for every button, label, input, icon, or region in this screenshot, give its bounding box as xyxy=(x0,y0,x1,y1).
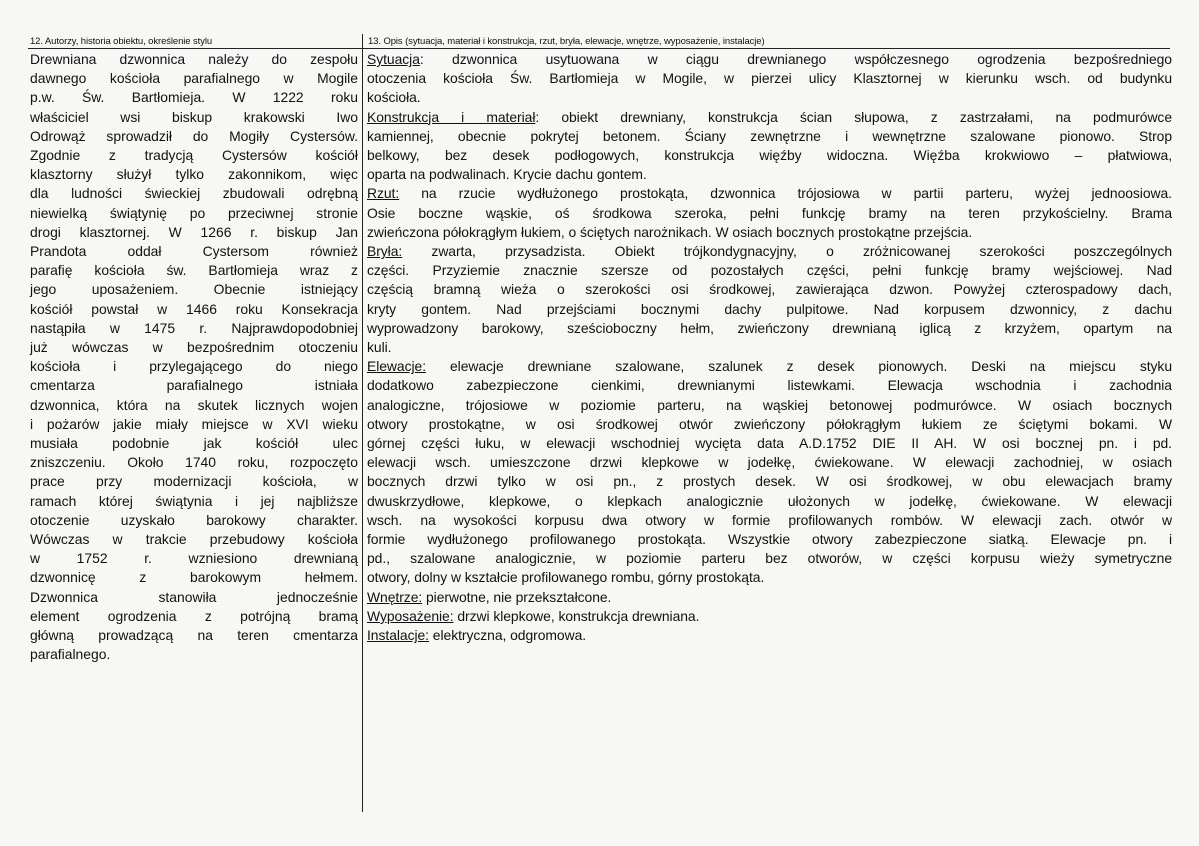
section-label: Elewacje: xyxy=(367,358,426,375)
history-line: dzwonnica, która na skutek licznych wojen xyxy=(30,396,358,413)
history-line: Zgodnie z tradycją Cystersów kościół xyxy=(30,147,358,164)
header-divider xyxy=(28,48,1170,49)
description-line xyxy=(367,165,1172,184)
description-line xyxy=(367,50,1172,69)
description-line xyxy=(367,453,1172,472)
section-label: Wyposażenie: xyxy=(367,607,454,624)
description-line xyxy=(367,223,1172,242)
description-line xyxy=(367,108,1172,127)
description-line-text: bocznych drzwi tylko w osi pn., z prostych desek. W osi środkowej, w obu elewacjach bramy xyxy=(367,473,1172,490)
history-line: kościoła i przylegającego do niego xyxy=(30,358,358,375)
description-line xyxy=(367,261,1172,280)
history-line: zniszczeniu. Około 1740 roku, rozpoczęto xyxy=(30,454,358,471)
history-line: niewielką świątynię po przeciwnej stronie xyxy=(30,204,358,221)
description-line-text: zwieńczona półokrągłym łukiem, o ściętych narożnikach. W osiach bocznych prostokątne przejścia. xyxy=(367,223,973,240)
section-label: Sytuacja xyxy=(367,51,420,67)
description-line-text: elektryczna, odgromowa. xyxy=(429,627,587,644)
description-line xyxy=(367,69,1172,88)
history-line: w 1752 r. wzniesiono drewnianą xyxy=(30,550,358,567)
description-line xyxy=(367,492,1172,511)
description-line-text: drzwi klepkowe, konstrukcja drewniana. xyxy=(453,607,700,624)
history-line: Drewniana dzwonnica należy do zespołu xyxy=(30,51,358,67)
description-line-text: kryty gontem. Nad przejściami bocznymi dachy pulpitowe. Nad korpusem dzwonnicy, z dachu xyxy=(367,300,1172,317)
history-line: dzwonnicę z barokowym hełmem. xyxy=(30,569,358,586)
description-line xyxy=(367,472,1172,491)
description-line-text: częścią bramną wieża o szerokości osi środkowej, zawierająca dzwon. Powyżej czterospadowy dach, xyxy=(367,281,1172,298)
description-line-text: kościoła. xyxy=(367,89,421,106)
description-line-text: otwory prostokątne, w osi środkowej otwór zwieńczony półokrągłym łukiem ze ściętymi bokami. W xyxy=(367,415,1172,432)
history-line: i pożarów jakie miały miejsce w XVI wieku xyxy=(30,415,358,432)
description-line-text: kamiennej, obecnie pokrytej betonem. Ściany zewnętrzne i wewnętrzne szalowane pionowo. Strop xyxy=(367,127,1172,144)
description-line-text: pierwotne, nie przekształcone. xyxy=(422,588,612,605)
history-line: już wówczas w bezpośrednim otoczeniu xyxy=(30,339,358,356)
description-line xyxy=(367,415,1172,434)
section-label: Konstrukcja i materiał xyxy=(367,108,536,125)
description-line-text: części. Przyziemie znacznie szersze od pozostałych części, pełni funkcję bramy wejściowej. Nad xyxy=(367,262,1172,279)
description-line xyxy=(367,607,1172,626)
description-line xyxy=(367,184,1172,203)
description-text xyxy=(367,50,1172,645)
description-line-text: Osie boczne wąskie, oś środkowa szeroka, pełni funkcję bramy na teren przykościelny. Brama xyxy=(367,204,1172,221)
history-line: Wówczas w trakcie przebudowy kościoła xyxy=(30,531,358,548)
history-line: parafię kościoła św. Bartłomieja wraz z xyxy=(30,262,358,279)
history-line: klasztorny służył tylko zakonnikom, więc xyxy=(30,166,358,183)
history-line: drogi klasztornej. W 1266 r. biskup Jan xyxy=(30,223,358,240)
history-line: Odrowąż sprowadził do Mogiły Cystersów. xyxy=(30,127,358,144)
description-line xyxy=(367,127,1172,146)
description-line xyxy=(367,146,1172,165)
history-line: dawnego kościoła parafialnego w Mogile xyxy=(30,70,358,87)
history-line: prace przy modernizacji kościoła, w xyxy=(30,473,358,490)
description-line-text: górnej części łuku, w elewacji wschodniej wycięta data A.D.1752 DIE II AH. W osi bocznej pn. i pd. xyxy=(367,435,1172,452)
form-sheet xyxy=(28,34,1174,814)
history-line: główną prowadzącą na teren cmentarza xyxy=(30,627,358,644)
history-line: kościół powstał w 1466 roku Konsekracja xyxy=(30,300,358,317)
description-line-text: otoczenia kościoła Św. Bartłomieja w Mogile, w pierzei ulicy Klasztornej w kierunku wsch. od budynku xyxy=(367,70,1172,87)
description-line xyxy=(367,626,1172,645)
description-line xyxy=(367,204,1172,223)
history-line: Prandota oddał Cystersom również xyxy=(30,243,358,260)
description-line-text: : obiekt drewniany, konstrukcja ścian słupowa, z zastrzałami, na podmurówce xyxy=(535,108,1173,125)
history-column-header: 12. Autorzy, historia obiektu, określenie stylu xyxy=(30,36,213,47)
description-line xyxy=(367,511,1172,530)
description-line xyxy=(367,434,1172,453)
description-line-text: na rzucie wydłużonego prostokąta, dzwonnica trójosiowa w partii parteru, wyżej jednoosiowa. xyxy=(399,185,1172,202)
description-line xyxy=(367,530,1172,549)
history-line: Dzwonnica stanowiła jednocześnie xyxy=(30,588,358,605)
description-line-text: wyprowadzony barokowy, sześcioboczny hełm, zwieńczony drewnianą iglicą z krzyżem, opartym na xyxy=(367,319,1172,336)
description-line-text: elewacje drewniane szalowane, szalunek z desek pionowych. Deski na miejscu styku xyxy=(426,358,1172,375)
section-label: Rzut: xyxy=(367,185,400,202)
description-line xyxy=(367,549,1172,568)
section-label: Wnętrze: xyxy=(367,588,423,605)
description-line-text: dodatkowo zabezpieczone cienkimi, drewnianymi listewkami. Elewacja wschodnia i zachodnia xyxy=(367,377,1172,394)
description-line-text: otwory, dolny w kształcie profilowanego rombu, górny prostokąta. xyxy=(367,569,765,586)
description-line-text: kuli. xyxy=(367,339,392,356)
description-line xyxy=(367,376,1172,395)
description-line-text: wsch. na wysokości korpusu dwa otwory w formie profilowanych rombów. W elewacji zach. otwór w xyxy=(367,511,1172,528)
description-line xyxy=(367,300,1172,319)
description-line-text: analogiczne, trójosiowe w poziomie parteru, na wąskiej betonowej podmurówce. W osiach bocznych xyxy=(367,396,1172,413)
history-line: cmentarza parafialnego istniała xyxy=(30,377,358,394)
history-line: parafialnego. xyxy=(30,646,111,663)
description-line xyxy=(367,338,1172,357)
history-line: p.w. Św. Bartłomieja. W 1222 roku xyxy=(30,89,358,106)
description-line xyxy=(367,242,1172,261)
history-line: właściciel wsi biskup krakowski Iwo xyxy=(30,108,358,125)
section-label: Bryła: xyxy=(367,243,403,260)
description-line-text: belkowy, bez desek podłogowych, konstrukcja więźby widoczna. Więźba krokwiowo – płatwiowa, xyxy=(367,147,1172,164)
description-line-text: dwuskrzydłowe, klepkowe, o klepkach analogicznie ułożonych w jodełkę, ćwiekowane. W elewacji xyxy=(367,492,1172,509)
description-line-text: oparta na podwalinach. Krycie dachu gontem. xyxy=(367,166,647,183)
description-line xyxy=(367,568,1172,587)
section-label: Instalacje: xyxy=(367,627,429,644)
description-line xyxy=(367,280,1172,299)
history-line: ramach której świątynia i jej najbliższe xyxy=(30,492,358,509)
column-divider xyxy=(362,34,363,812)
description-line-text: : dzwonnica usytuowana w ciągu drewnianego współczesnego ogrodzenia bezpośredniego xyxy=(419,51,1172,67)
history-line: otoczenie uzyskało barokowy charakter. xyxy=(30,511,358,528)
history-line: jego uposażeniem. Obecnie istniejący xyxy=(30,281,358,298)
description-line xyxy=(367,88,1172,107)
description-line-text: elewacji wsch. umieszczone drzwi klepkowe w jodełkę, ćwiekowane. W elewacji zachodniej, w osiach xyxy=(367,454,1172,471)
history-text xyxy=(30,50,358,665)
description-line-text: zwarta, przysadzista. Obiekt trójkondygnacyjny, o zróżnicowanej szerokości poszczególnych xyxy=(402,243,1172,260)
description-line xyxy=(367,319,1172,338)
description-column-header: 13. Opis (sytuacja, materiał i konstrukcja, rzut, bryła, elewacje, wnętrze, wyposażenie, instalacje) xyxy=(368,36,765,47)
description-line xyxy=(367,396,1172,415)
history-line: dla ludności świeckiej zbudowali odrębną xyxy=(30,185,358,202)
history-line: nastąpiła w 1475 r. Najprawdopodobniej xyxy=(30,319,358,336)
description-line xyxy=(367,588,1172,607)
description-line xyxy=(367,357,1172,376)
description-line-text: pd., szalowane analogicznie, w poziomie parteru bez otworów, w części korpusu wieży symetryczne xyxy=(367,550,1172,567)
history-line: element ogrodzenia z potrójną bramą xyxy=(30,607,358,624)
history-line: musiała podobnie jak kościół ulec xyxy=(30,435,358,452)
description-line-text: formie wydłużonego profilowanego prostokąta. Wszystkie otwory zabezpieczone siatką. Elewacje pn. i xyxy=(367,531,1172,548)
